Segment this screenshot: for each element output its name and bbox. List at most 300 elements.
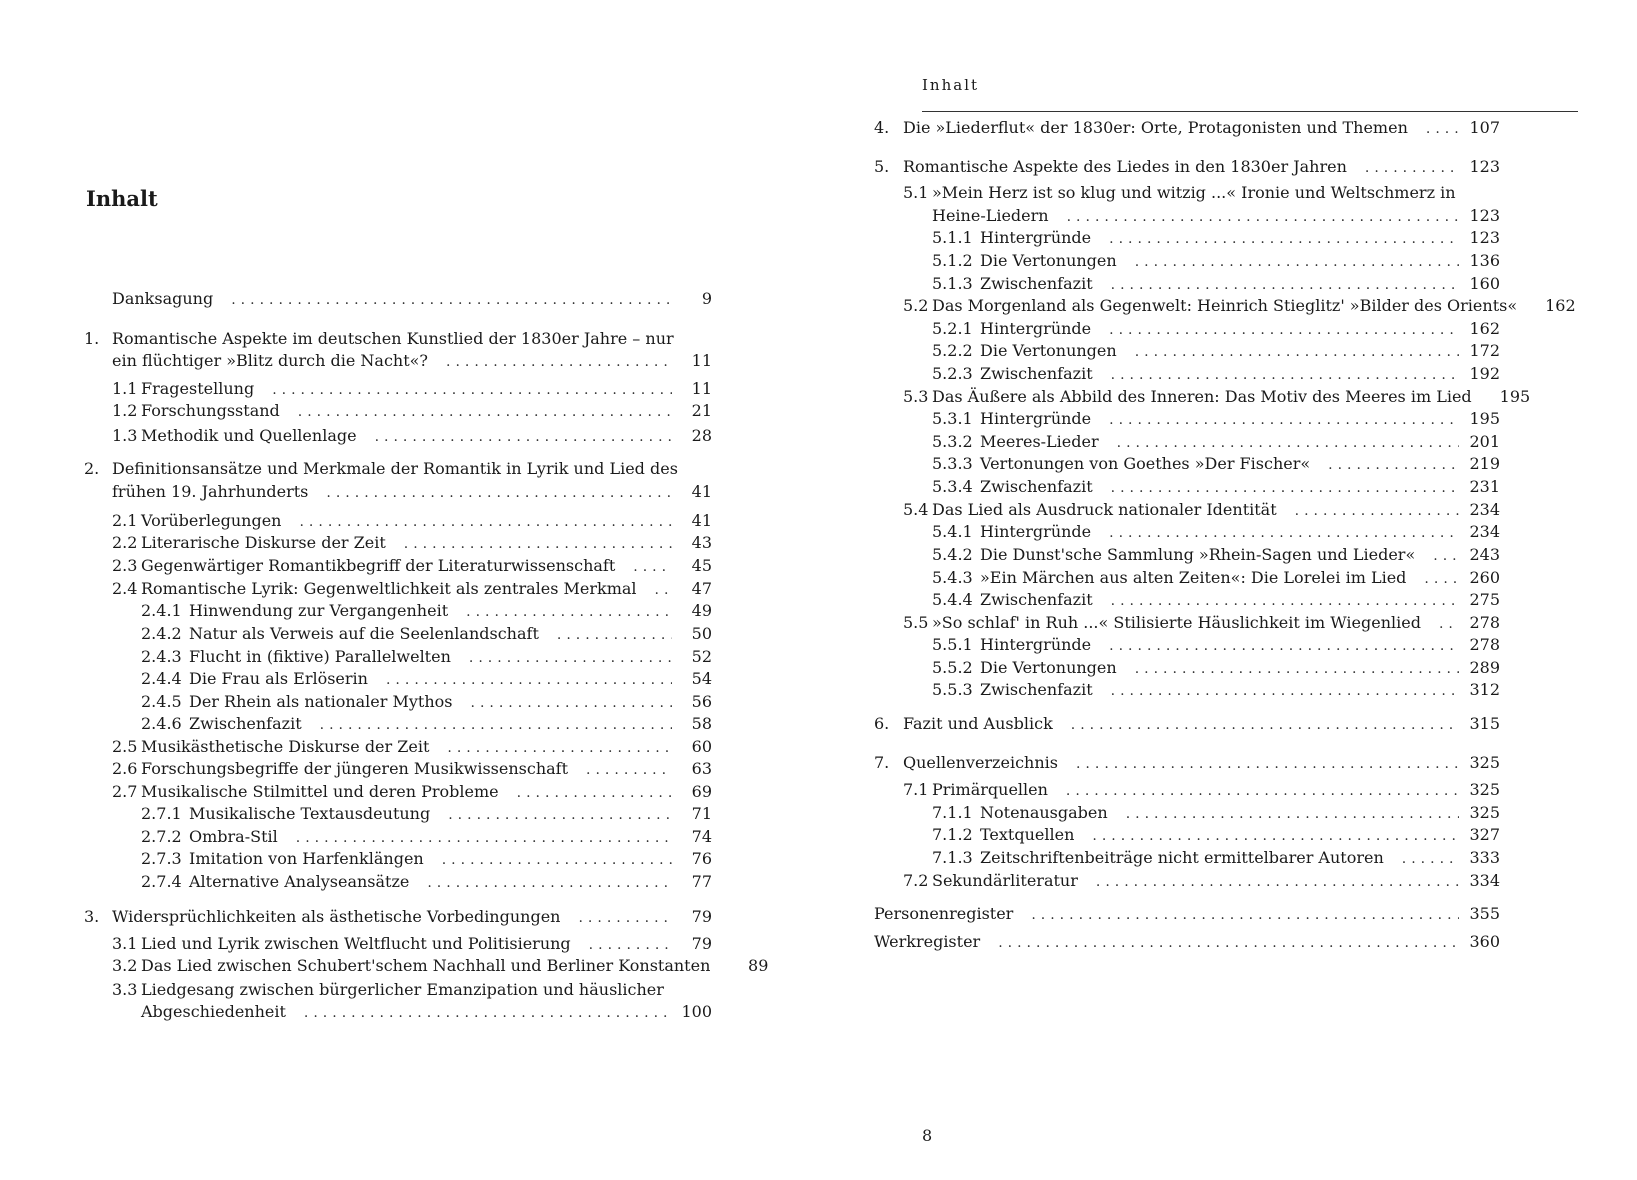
toc-entry xyxy=(141,510,712,533)
leader-dots xyxy=(1111,274,1460,296)
toc-entry-page: 11 xyxy=(691,379,712,398)
toc-entry-number: 5.2.3 xyxy=(932,364,973,383)
toc-entry-page: 41 xyxy=(691,511,712,530)
toc-entry-number: 7. xyxy=(874,753,890,772)
toc-entry xyxy=(112,350,712,373)
toc-entry-number: 7.1.2 xyxy=(932,825,973,844)
toc-entry-page: 77 xyxy=(691,872,712,891)
toc-entry-page: 160 xyxy=(1469,274,1500,293)
toc-entry-label: Hinwendung zur Vergangenheit xyxy=(189,601,449,620)
toc-entry xyxy=(112,906,712,929)
toc-entry-page: 28 xyxy=(691,426,712,445)
leader-dots xyxy=(320,714,672,736)
toc-entry-label: Hintergründe xyxy=(980,522,1092,541)
toc-entry-label: Personenregister xyxy=(874,904,1014,923)
toc-entry-page: 136 xyxy=(1469,251,1500,270)
toc-entry-label: Fazit und Ausblick xyxy=(903,714,1053,733)
toc-entry-label: Notenausgaben xyxy=(980,803,1108,822)
toc-entry-page: 123 xyxy=(1469,157,1500,176)
leader-dots xyxy=(375,426,672,448)
toc-entry-number: 2.4.2 xyxy=(141,624,182,643)
toc-entry-page: 327 xyxy=(1469,825,1500,844)
toc-entry-number: 1.3 xyxy=(112,426,138,445)
toc-entry xyxy=(980,431,1500,454)
toc-entry-number: 5.3 xyxy=(903,387,929,406)
toc-entry-page: 333 xyxy=(1469,848,1500,867)
toc-entry-page: 278 xyxy=(1469,613,1500,632)
toc-entry xyxy=(980,589,1500,612)
toc-entry-number: 1. xyxy=(84,329,100,348)
toc-entry-label: Sekundärliteratur xyxy=(932,871,1078,890)
toc-entry xyxy=(903,117,1500,140)
toc-entry-number: 2.4.3 xyxy=(141,647,182,666)
toc-entry-label: Die Vertonungen xyxy=(980,658,1117,677)
toc-entry-label: Das Äußere als Abbild des Inneren: Das Motiv des Meeres im Lied xyxy=(932,387,1472,406)
leader-dots xyxy=(557,624,672,646)
toc-entry-number: 5.2.2 xyxy=(932,341,973,360)
toc-entry-page: 107 xyxy=(1469,118,1500,137)
leader-dots xyxy=(272,379,672,401)
toc-entry-number: 2.1 xyxy=(112,511,138,530)
toc-entry-number: 5.5.3 xyxy=(932,680,973,699)
toc-entry xyxy=(932,612,1500,635)
leader-dots xyxy=(427,872,672,894)
toc-entry xyxy=(932,870,1500,893)
toc-entry xyxy=(141,955,769,978)
toc-entry-label: Romantische Lyrik: Gegenweltlichkeit als zentrales Merkmal xyxy=(141,579,637,598)
toc-entry xyxy=(980,679,1500,702)
toc-entry xyxy=(141,736,712,759)
toc-entry-number: 2.7.4 xyxy=(141,872,182,891)
toc-entry-label: Das Lied als Ausdruck nationaler Identität xyxy=(932,500,1277,519)
leader-dots xyxy=(655,579,672,601)
toc-entry xyxy=(141,578,712,601)
toc-entry-label: Das Morgenland als Gegenwelt: Heinrich Stieglitz' »Bilder des Orients« xyxy=(932,296,1518,315)
toc-entry-label-continued: frühen 19. Jahrhunderts xyxy=(112,482,309,501)
toc-entry-number: 7.1.3 xyxy=(932,848,973,867)
toc-entry-page: 243 xyxy=(1469,545,1500,564)
leader-dots xyxy=(998,932,1459,954)
toc-entry xyxy=(189,668,712,691)
leader-dots xyxy=(448,804,672,826)
toc-entry-page: 54 xyxy=(691,669,712,688)
left-page xyxy=(0,0,818,1180)
toc-entry-number: 2.2 xyxy=(112,533,138,552)
toc-entry xyxy=(141,758,712,781)
toc-entry xyxy=(932,386,1531,409)
toc-entry-page: 63 xyxy=(691,759,712,778)
toc-entry-number: 2.6 xyxy=(112,759,138,778)
toc-entry-number: 5.4 xyxy=(903,500,929,519)
leader-dots xyxy=(446,351,672,373)
toc-entry-page: 41 xyxy=(691,482,712,501)
toc-entry xyxy=(980,340,1500,363)
toc-entry-number: 2.7 xyxy=(112,782,138,801)
toc-entry-label-continued: Heine-Liedern xyxy=(932,206,1049,225)
toc-entry xyxy=(141,933,712,956)
toc-entry-page: 355 xyxy=(1469,904,1500,923)
toc-entry-label: Zwischenfazit xyxy=(980,274,1093,293)
toc-entry-label: Zwischenfazit xyxy=(980,590,1093,609)
leader-dots xyxy=(1328,454,1459,476)
toc-entry-label: Fragestellung xyxy=(141,379,255,398)
toc-entry-label: Romantische Aspekte im deutschen Kunstlied der 1830er Jahre – nur xyxy=(112,329,674,348)
toc-entry-page: 11 xyxy=(691,351,712,370)
toc-entry-number: 5.4.3 xyxy=(932,568,973,587)
toc-entry-label: Zwischenfazit xyxy=(189,714,302,733)
leader-dots xyxy=(1426,118,1460,140)
toc-entry-number: 3.3 xyxy=(112,980,138,999)
toc-entry xyxy=(932,295,1576,318)
toc-entry xyxy=(141,532,712,555)
toc-entry xyxy=(141,378,712,401)
leader-dots xyxy=(326,482,672,504)
toc-entry-page: 315 xyxy=(1469,714,1500,733)
toc-entry-label: Die Frau als Erlöserin xyxy=(189,669,368,688)
leader-dots xyxy=(1295,500,1460,522)
toc-entry-page: 289 xyxy=(1469,658,1500,677)
toc-entry-label: Lied und Lyrik zwischen Weltflucht und Politisierung xyxy=(141,934,571,953)
toc-entry-label: Literarische Diskurse der Zeit xyxy=(141,533,386,552)
toc-entry xyxy=(980,363,1500,386)
toc-entry-label: Quellenverzeichnis xyxy=(903,753,1058,772)
leader-dots xyxy=(1126,803,1460,825)
leader-dots xyxy=(1117,432,1460,454)
toc-entry xyxy=(980,521,1500,544)
leader-dots xyxy=(469,647,672,669)
leader-dots xyxy=(1071,714,1460,736)
leader-dots xyxy=(296,827,672,849)
toc-entry-label: »Ein Märchen aus alten Zeiten«: Die Lorelei im Lied xyxy=(980,568,1407,587)
toc-entry-page: 123 xyxy=(1469,206,1500,225)
leader-dots xyxy=(447,737,672,759)
toc-entry xyxy=(980,567,1500,590)
toc-entry-number: 5.2 xyxy=(903,296,929,315)
toc-entry-number: 5.1.3 xyxy=(932,274,973,293)
toc-entry-number: 5.3.2 xyxy=(932,432,973,451)
toc-entry-label: Die Vertonungen xyxy=(980,341,1117,360)
toc-entry-page: 100 xyxy=(681,1002,712,1021)
toc-entry-label: Die Vertonungen xyxy=(980,251,1117,270)
toc-entry xyxy=(141,1001,712,1024)
toc-entry xyxy=(980,657,1500,680)
toc-entry-number: 7.2 xyxy=(903,871,929,890)
toc-entry-page: 50 xyxy=(691,624,712,643)
leader-dots xyxy=(1135,341,1460,363)
leader-dots xyxy=(589,934,672,956)
toc-entry-number: 2.4.5 xyxy=(141,692,182,711)
toc-entry-page: 192 xyxy=(1469,364,1500,383)
toc-entry-number: 2.4 xyxy=(112,579,138,598)
toc-entry-label: Zwischenfazit xyxy=(980,477,1093,496)
toc-entry-label: Zwischenfazit xyxy=(980,364,1093,383)
toc-entry-label: Meeres-Lieder xyxy=(980,432,1099,451)
toc-entry-label: »Mein Herz ist so klug und witzig ...« Ironie und Weltschmerz in xyxy=(932,183,1456,202)
toc-entry-label: Die »Liederflut« der 1830er: Orte, Protagonisten und Themen xyxy=(903,118,1408,137)
toc-entry-number: 2.3 xyxy=(112,556,138,575)
toc-entry-number: 5.1.2 xyxy=(932,251,973,270)
toc-entry-number: 5.4.4 xyxy=(932,590,973,609)
toc-entry xyxy=(980,476,1500,499)
toc-entry xyxy=(980,318,1500,341)
toc-entry-number: 3.2 xyxy=(112,956,138,975)
toc-entry-page: 275 xyxy=(1469,590,1500,609)
toc-entry-page: 79 xyxy=(691,934,712,953)
toc-entry-page: 49 xyxy=(691,601,712,620)
leader-dots xyxy=(466,601,672,623)
toc-entry xyxy=(980,544,1500,567)
leader-dots xyxy=(1067,206,1460,228)
toc-entry xyxy=(874,931,1500,954)
toc-entry-number: 4. xyxy=(874,118,890,137)
toc-entry-page: 21 xyxy=(691,401,712,420)
leader-dots xyxy=(578,907,672,929)
toc-entry-label: Widersprüchlichkeiten als ästhetische Vorbedingungen xyxy=(112,907,561,926)
toc-entry xyxy=(903,752,1500,775)
toc-entry-label: Musikästhetische Diskurse der Zeit xyxy=(141,737,430,756)
leader-dots xyxy=(1092,825,1459,847)
leader-dots xyxy=(1096,871,1460,893)
toc-title: Inhalt xyxy=(86,186,158,211)
leader-dots xyxy=(1109,319,1459,341)
toc-entry xyxy=(189,713,712,736)
toc-entry xyxy=(980,802,1500,825)
toc-entry-label: Forschungsbegriffe der jüngeren Musikwissenschaft xyxy=(141,759,569,778)
toc-entry-page: 9 xyxy=(701,289,712,308)
running-head: Inhalt xyxy=(922,76,980,94)
toc-entry-number: 2.4.1 xyxy=(141,601,182,620)
toc-entry-number: 2. xyxy=(84,459,100,478)
leader-dots xyxy=(1066,780,1460,802)
toc-entry xyxy=(980,250,1500,273)
toc-entry-label: Vertonungen von Goethes »Der Fischer« xyxy=(980,454,1311,473)
leader-dots xyxy=(1433,545,1459,567)
toc-entry-number: 2.4.4 xyxy=(141,669,182,688)
leader-dots xyxy=(1111,590,1460,612)
toc-entry-label: Hintergründe xyxy=(980,635,1092,654)
toc-entry xyxy=(189,803,712,826)
toc-entry xyxy=(980,453,1500,476)
toc-entry-page: 89 xyxy=(748,956,769,975)
toc-entry-page: 71 xyxy=(691,804,712,823)
toc-entry-label: »So schlaf' in Ruh ...« Stilisierte Häuslichkeit im Wiegenlied xyxy=(932,613,1421,632)
toc-entry-number: 5.3.1 xyxy=(932,409,973,428)
toc-entry-number: 6. xyxy=(874,714,890,733)
toc-entry xyxy=(189,871,712,894)
toc-entry-number: 3.1 xyxy=(112,934,138,953)
toc-entry-page: 162 xyxy=(1469,319,1500,338)
leader-dots xyxy=(386,669,672,691)
toc-entry-page: 325 xyxy=(1469,753,1500,772)
toc-entry xyxy=(189,848,712,871)
toc-entry-page: 334 xyxy=(1469,871,1500,890)
toc-entry-page: 219 xyxy=(1469,454,1500,473)
toc-entry-label: Gegenwärtiger Romantikbegriff der Literaturwissenschaft xyxy=(141,556,616,575)
toc-entry-page: 52 xyxy=(691,647,712,666)
toc-entry-page: 69 xyxy=(691,782,712,801)
toc-entry xyxy=(980,408,1500,431)
toc-entry-label-continued: Abgeschiedenheit xyxy=(141,1002,286,1021)
toc-entry-page: 56 xyxy=(691,692,712,711)
toc-entry-label: Die Dunst'sche Sammlung »Rhein-Sagen und Lieder« xyxy=(980,545,1416,564)
toc-entry-page: 325 xyxy=(1469,780,1500,799)
toc-entry-label: Danksagung xyxy=(112,289,214,308)
toc-entry-label: Musikalische Textausdeutung xyxy=(189,804,431,823)
leader-dots xyxy=(633,556,672,578)
toc-entry-page: 360 xyxy=(1469,932,1500,951)
toc-entry xyxy=(112,481,712,504)
toc-entry-number: 2.4.6 xyxy=(141,714,182,733)
leader-dots xyxy=(1439,613,1460,635)
leader-dots xyxy=(1111,364,1460,386)
toc-entry-label-continued: ein flüchtiger »Blitz durch die Nacht«? xyxy=(112,351,428,370)
toc-entry-number: 1.1 xyxy=(112,379,138,398)
toc-entry-label: Vorüberlegungen xyxy=(141,511,282,530)
toc-entry-number: 5.5.2 xyxy=(932,658,973,677)
leader-dots xyxy=(1111,477,1460,499)
toc-entry-number: 1.2 xyxy=(112,401,138,420)
toc-entry-number: 5.3.3 xyxy=(932,454,973,473)
leader-dots xyxy=(471,692,673,714)
toc-entry-label: Textquellen xyxy=(980,825,1075,844)
leader-dots xyxy=(1109,409,1459,431)
toc-entry-number: 5.4.2 xyxy=(932,545,973,564)
toc-entry xyxy=(980,227,1500,250)
toc-entry-label: Zeitschriftenbeiträge nicht ermittelbarer Autoren xyxy=(980,848,1384,867)
leader-dots xyxy=(299,511,672,533)
toc-entry-page: 162 xyxy=(1545,296,1576,315)
toc-entry xyxy=(141,555,712,578)
leader-dots xyxy=(1109,228,1459,250)
leader-dots xyxy=(1109,522,1459,544)
toc-entry-number: 5.5.1 xyxy=(932,635,973,654)
toc-entry-page: 234 xyxy=(1469,500,1500,519)
toc-entry-label: Definitionsansätze und Merkmale der Romantik in Lyrik und Lied des xyxy=(112,459,678,478)
toc-entry-label: Alternative Analyseansätze xyxy=(189,872,410,891)
toc-entry-number: 2.7.1 xyxy=(141,804,182,823)
toc-entry-label: Hintergründe xyxy=(980,319,1092,338)
leader-dots xyxy=(1365,157,1460,179)
leader-dots xyxy=(404,533,672,555)
toc-entry-number: 2.5 xyxy=(112,737,138,756)
toc-entry-page: 260 xyxy=(1469,568,1500,587)
right-page xyxy=(818,0,1637,1180)
toc-entry-number: 7.1 xyxy=(903,780,929,799)
toc-entry-label: Methodik und Quellenlage xyxy=(141,426,357,445)
toc-entry-page: 172 xyxy=(1469,341,1500,360)
toc-entry-label: Liedgesang zwischen bürgerlicher Emanzipation und häuslicher xyxy=(141,980,664,999)
toc-entry-label: Imitation von Harfenklängen xyxy=(189,849,424,868)
toc-entry-label: Werkregister xyxy=(874,932,981,951)
toc-entry-label: Hintergründe xyxy=(980,228,1092,247)
toc-entry xyxy=(932,205,1500,228)
leader-dots xyxy=(1111,680,1460,702)
toc-entry xyxy=(141,425,712,448)
toc-entry-page: 231 xyxy=(1469,477,1500,496)
toc-entry-page: 45 xyxy=(691,556,712,575)
toc-entry xyxy=(189,691,712,714)
toc-entry-page: 195 xyxy=(1499,387,1531,406)
toc-entry-number: 5.1.1 xyxy=(932,228,973,247)
toc-entry-page: 47 xyxy=(691,579,712,598)
leader-dots xyxy=(1031,904,1459,926)
toc-entry xyxy=(189,600,712,623)
toc-entry xyxy=(932,779,1500,802)
toc-entry xyxy=(141,781,712,804)
toc-entry xyxy=(112,288,712,311)
toc-entry xyxy=(874,903,1500,926)
toc-entry xyxy=(189,826,712,849)
toc-entry xyxy=(903,156,1500,179)
toc-entry-label: Der Rhein als nationaler Mythos xyxy=(189,692,453,711)
toc-entry-label: Musikalische Stilmittel und deren Probleme xyxy=(141,782,499,801)
toc-entry xyxy=(141,400,712,423)
toc-entry-number: 5.3.4 xyxy=(932,477,973,496)
toc-entry-number: 5.2.1 xyxy=(932,319,973,338)
leader-dots xyxy=(1135,658,1460,680)
leader-dots xyxy=(517,782,672,804)
toc-entry-page: 234 xyxy=(1469,522,1500,541)
toc-entry-label: Natur als Verweis auf die Seelenlandschaft xyxy=(189,624,539,643)
toc-entry-number: 7.1.1 xyxy=(932,803,973,822)
toc-entry-label: Hintergründe xyxy=(980,409,1092,428)
toc-entry-page: 74 xyxy=(691,827,712,846)
toc-entry-page: 325 xyxy=(1469,803,1500,822)
leader-dots xyxy=(442,849,672,871)
leader-dots xyxy=(304,1002,672,1024)
toc-entry-label: Forschungsstand xyxy=(141,401,280,420)
toc-entry-page: 278 xyxy=(1469,635,1500,654)
toc-entry-page: 58 xyxy=(691,714,712,733)
toc-entry-page: 76 xyxy=(691,849,712,868)
toc-entry-number: 2.7.2 xyxy=(141,827,182,846)
toc-entry xyxy=(189,646,712,669)
toc-entry-label: Flucht in (fiktive) Parallelwelten xyxy=(189,647,451,666)
toc-entry-label: Zwischenfazit xyxy=(980,680,1093,699)
toc-entry-number: 2.7.3 xyxy=(141,849,182,868)
leader-dots xyxy=(1402,848,1460,870)
toc-entry xyxy=(932,499,1500,522)
leader-dots xyxy=(298,401,672,423)
leader-dots xyxy=(586,759,672,781)
leader-dots xyxy=(1109,635,1459,657)
toc-entry-page: 123 xyxy=(1469,228,1500,247)
toc-entry-page: 195 xyxy=(1469,409,1500,428)
toc-entry-number: 3. xyxy=(84,907,100,926)
toc-entry-number: 5.5 xyxy=(903,613,929,632)
toc-entry-page: 79 xyxy=(691,907,712,926)
toc-entry-label: Ombra-Stil xyxy=(189,827,278,846)
leader-dots xyxy=(1424,568,1459,590)
toc-entry xyxy=(189,623,712,646)
toc-entry xyxy=(980,824,1500,847)
toc-entry-label: Das Lied zwischen Schubert'schem Nachhall und Berliner Konstanten xyxy=(141,956,711,975)
toc-entry xyxy=(980,847,1500,870)
toc-entry-label: Primärquellen xyxy=(932,780,1048,799)
toc-entry-number: 5. xyxy=(874,157,890,176)
leader-dots xyxy=(1135,251,1460,273)
leader-dots xyxy=(231,289,672,311)
toc-entry-number: 5.1 xyxy=(903,183,929,202)
leader-dots xyxy=(1076,753,1459,775)
toc-entry xyxy=(903,713,1500,736)
page-number: 8 xyxy=(922,1126,933,1145)
toc-entry-page: 312 xyxy=(1469,680,1500,699)
toc-entry-page: 201 xyxy=(1469,432,1500,451)
header-rule xyxy=(922,111,1578,112)
toc-entry-number: 5.4.1 xyxy=(932,522,973,541)
toc-entry-label: Romantische Aspekte des Liedes in den 1830er Jahren xyxy=(903,157,1347,176)
